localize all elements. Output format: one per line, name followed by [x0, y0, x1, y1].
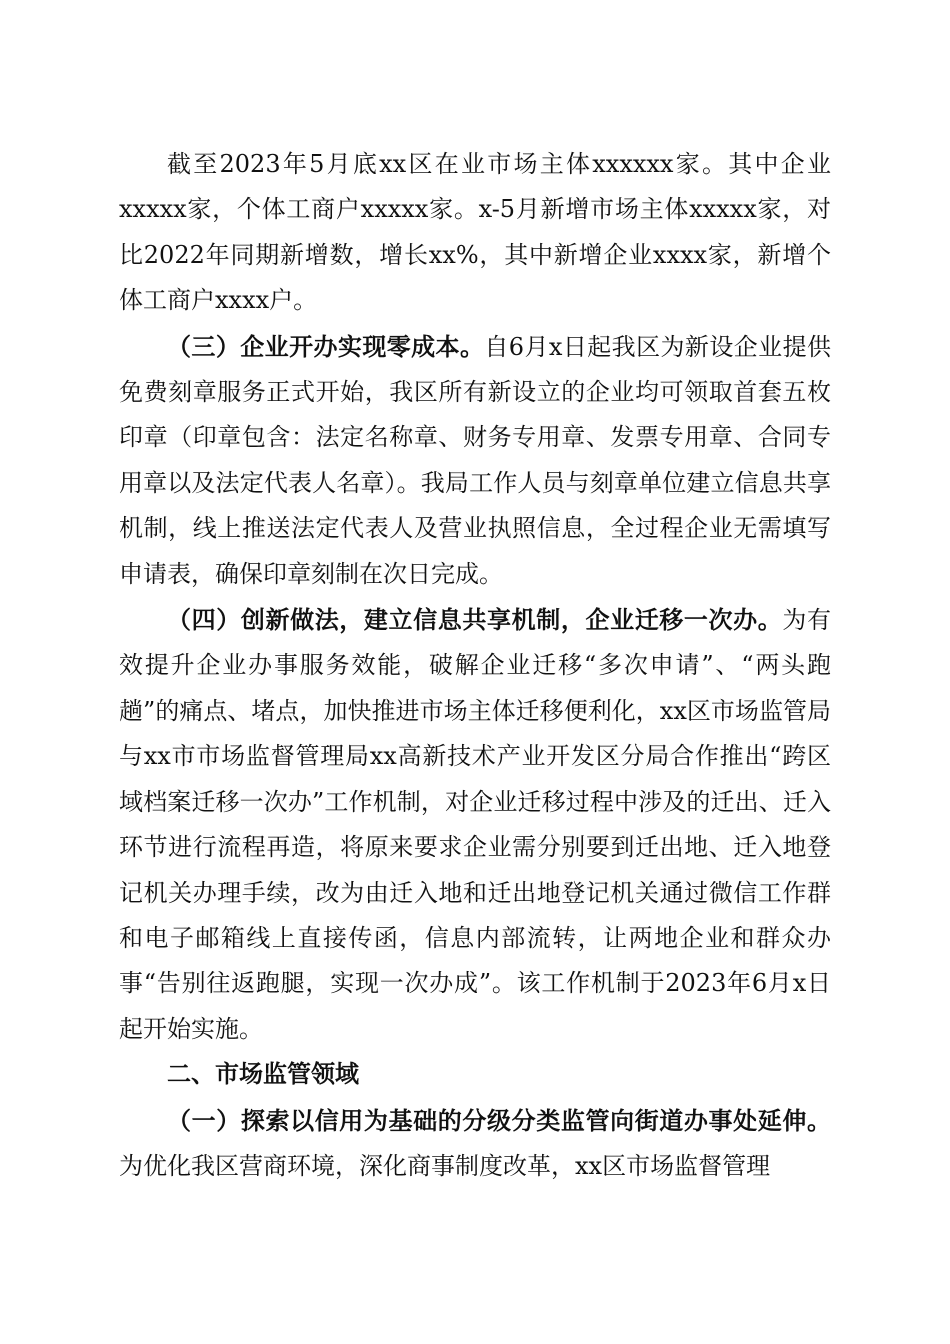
paragraph-lead: （四）创新做法，建立信息共享机制，企业迁移一次办。 [167, 605, 783, 635]
paragraph-text: 为有效提升企业办事服务效能，破解企业迁移“多次申请”、“两头跑趟”的痛点、堵点，加快推进市场主体迁移便利化，xx区市场监管局与xx市市场监督管理局xx高新技术产业开发区分局合作推出“跨区域档案迁移一次办”工作机制，对企业迁移过程中涉及的迁出、迁入环节进行流程再造，将原来要求企业需分别要到迁出地、迁入地登记机关办理手续，改为由迁入地和迁出地登记机关通过微信工作群和电子邮箱线上直接传函，信息内部流转，让两地企业和群众办事“告别往返跑腿，实现一次办成”。该工作机制于2023年6月x日起开始实施。 [119, 606, 832, 1043]
paragraph-enterprise-migration [119, 597, 831, 1052]
document-body [119, 142, 831, 1189]
paragraph-credit-supervision [119, 1098, 831, 1190]
paragraph-text: 自6月x日起我区为新设企业提供免费刻章服务正式开始，我区所有新设立的企业均可领取首套五枚印章（印章包含：法定名称章、财务专用章、发票专用章、合同专用章以及法定代表人名章）。我局工作人员与刻章单位建立信息共享机制，线上推送法定代表人及营业执照信息，全过程企业无需填写申请表，确保印章刻制在次日完成。 [119, 332, 831, 588]
paragraph-text: 为优化我区营商环境，深化商事制度改革，xx区市场监督管理 [119, 1151, 771, 1180]
paragraph-market-entities [119, 142, 831, 324]
paragraph-lead: （一）探索以信用为基础的分级分类监管向街道办事处延伸。 [167, 1105, 831, 1135]
section-heading: 二、市场监管领域 [167, 1060, 359, 1089]
paragraph-zero-cost-startup [119, 324, 831, 597]
paragraph-text: 截至2023年5月底xx区在业市场主体xxxxxx家。其中企业xxxxx家，个体工商户xxxxx家。x-5月新增市场主体xxxxx家，对比2022年同期新增数，增长xx%，其中新增企业xxxx家，新增个体工商户xxxx户。 [119, 150, 831, 315]
paragraph-lead: （三）企业开办实现零成本。 [167, 331, 485, 361]
